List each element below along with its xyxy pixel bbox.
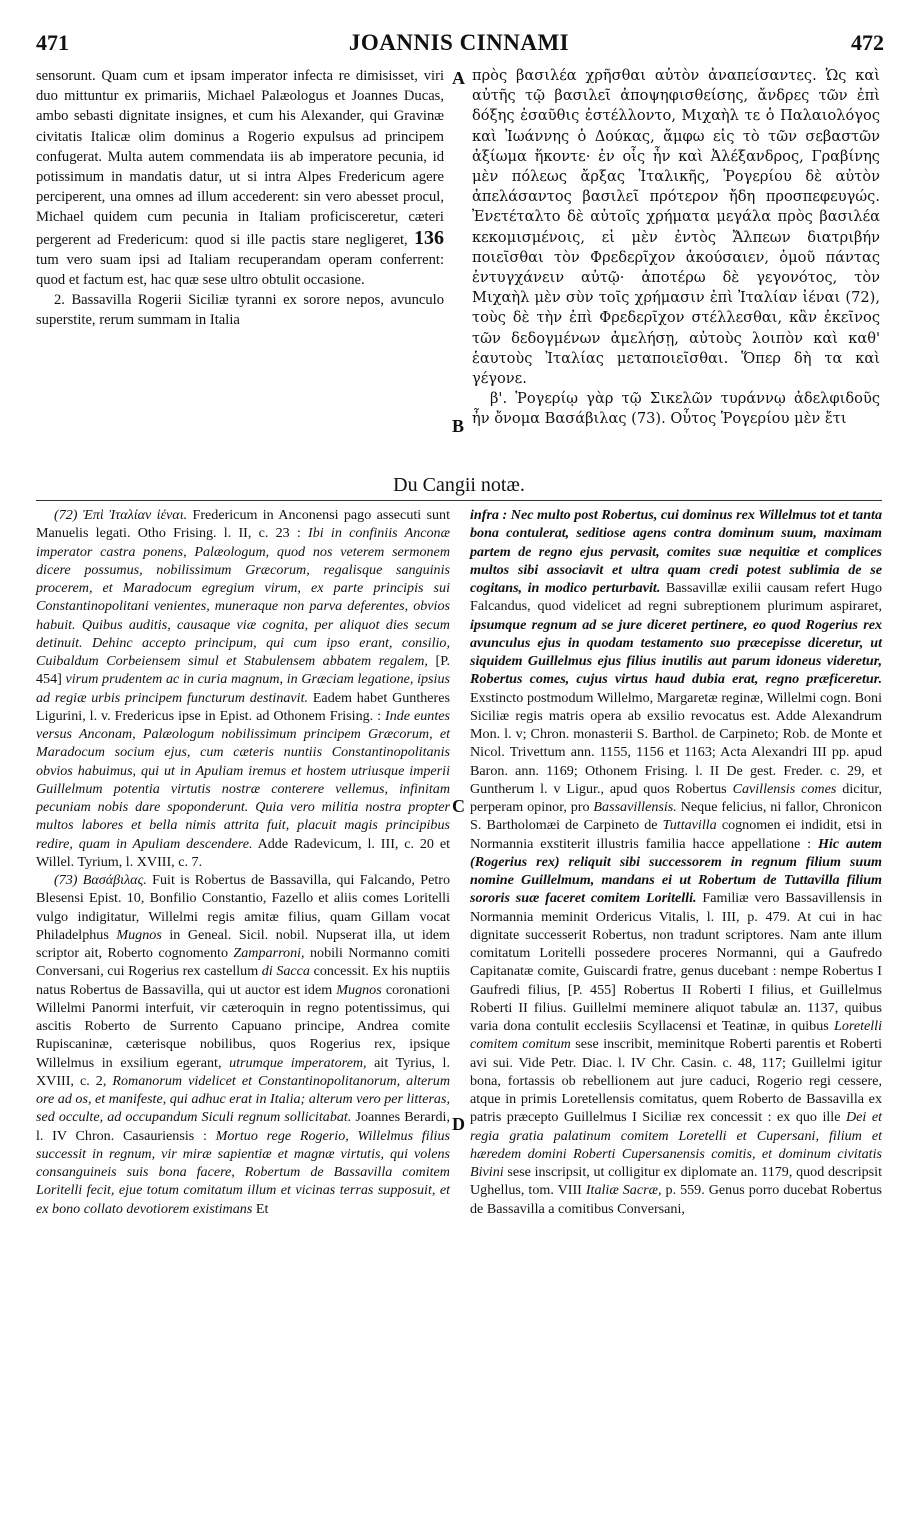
note-73-bassavillensis: Bassavillensis. <box>593 799 677 815</box>
note-73-quote-1: utrumque imperatorem, <box>229 1054 367 1071</box>
note-73-sacca: di Sacca <box>261 963 310 980</box>
note-73-text: Fuit is Robertus de Bassavilla, qui Falcando, Petro Blesensi Epist. 10, Bonfilio Constantio, Fazello et aliis comes Loritelli vulgo indigitatur, Willelmi regis amitæ filius, quam Gillam vocat Philadelphus <box>36 872 450 943</box>
latin-paragraph-1: sensorunt. Quam cum et ipsam imperator infecta re dimisisset, viri duo mittuntur ex primariis, Michael Palæologus et Joannes Ducas, ambo sebasti dignitate insignes, et cum his Alexander, qui Gravinæ civitatis Italicæ olim dominus a Rogerio expulsus ad principem confugerat. Multa autem commendata iis ab imperatore pecunia, id potissimum in mandatis datur, ut si intra Alpes Fredericum agere perciperent, una omnes ad illum accederent: sin vero abesset procul, Michael quidem cum pecunia in Italiam proficisceretur, cæteri pergerent ad Fredericum: quod si ille pactis stare negligeret, <box>36 68 444 248</box>
note-73-text-p: sese inscripsit, ut colligitur ex diplomate an. 1179, quod descripsit Ughellus, tom. VIII <box>470 1164 882 1199</box>
note-73-text-j: Exstincto postmodum Willelmo, Margaretæ reginæ, Willelmi cogn. Boni Siciliæ regis matris opera ab exsilio revocatus est. Adde Alexandrum Mon. l. v; Chron. monasterii S. Barthol. de Carpineto; Rob. de Monte et Nicol. Trivettum ann. 1155, 1156 et 1163; Acta Alexandri III pp. apud Baron. ann. 1169; Othonem Frising. l. II De gest. Freder. c. 29, et Guntherum l. v Ligur., apud quos Robertus <box>470 689 882 797</box>
margin-letter-a: A <box>452 68 465 88</box>
note-72-heading: (72) Ἐπὶ Ἰταλίαν ἰέναι. <box>54 507 188 523</box>
note-73-quote-7: Dei et regia gratia palatinum comitem Loretelli et Cupersani, filium et hæredem domini Roberti Cupersanensis comitis, et dominum civitatis Bivini <box>470 1109 882 1180</box>
note-73-mugnos-2: Mugnos <box>336 981 382 998</box>
note-73-text-e: coronationi Willelmi Panormi interfuit, vir cæteroquin in regno potentissimus, qui ascitis Roberto de Surrento Capuano principe, Andrea comite Rupiscaninæ, cæterisque nobilibus, quos Rogerius rex, ipsique Willelmus in exsilium egerant, <box>36 981 451 1071</box>
note-73-text-h: Et <box>255 1200 269 1217</box>
page-number-right: 472 <box>851 30 884 55</box>
note-73-quote-5: ipsumque regnum ad se jure diceret pertinere, eo quod Rogerius rex avunculus ejus in quodam testamento suo præcepisse diceretur, ut siquidem Guillelmus ejus filius inutilis aut parum idoneus videretur, Robertus comes, cujus virtus haud dubia erat, regno præficeretur. <box>470 616 882 688</box>
note-73-text-o: sese inscribit, meminitque Roberti parentis et Roberti avi sui. Vide Petr. Diac. l. IV Chr. Casin. c. 48, 117; Guillelmi igitur bona, fortassis ob rebellionem aut jure caduci, Rogerio regi cessere, atque in primis Loretellensis comitatus, quem Roberto de Bassavilla ex patris præcepto Guillelmus I Siciliæ rex concessit : ex quo ille <box>470 1036 882 1126</box>
greek-paragraph-2: β'. Ῥογερίῳ γὰρ τῷ Σικελῶν τυράννῳ ἀδελφιδοῦς ἦν ὄνομα Βασάβιλας (73). Οὗτος Ῥογερίου μὲν ἔτι <box>472 390 880 428</box>
note-72 <box>36 506 450 871</box>
margin-letter-b: B <box>452 416 465 436</box>
note-72-page-ref: [P. 454] <box>36 653 450 688</box>
page-number-left: 471 <box>36 30 69 55</box>
note-73-text-c: nobili Normanno comiti Conversani, cui Rogerius rex castellum <box>36 945 450 980</box>
note-73-quote-3: Mortuo rege Rogerio, Willelmus filius successit in regnum, vir miræ sapientiæ et magnæ virtutis, qui volens consanguineis suis bona facere, Robertum de Bassavilla comitem Loritelli fecit, ejue totum comitatum illum et vicinas terras supposuit, et ex bono collato devotiorem existimans <box>36 1127 450 1217</box>
note-73-text-m: cognomen ei indidit, etsi in Normannia exstiterit illustris familia hacce appellatione : <box>470 817 882 852</box>
margin-letter-d: D <box>452 1114 465 1134</box>
notes-right-column <box>470 506 882 1218</box>
note-72-quote-otho: Ibi in confiniis Anconæ imperator castra ponens, Palæologum, quod nos veterem sermonem dicere possumus, nobilissimum Græcorum, regalisque sanguinis procerem, et Maradocum egregium virum, ex parte principis sui Constantinopolitani venientes, muneraque non parva deferentes, obvios habuit. Quibus auditis, causaque viæ cognita, per aliquot dies secum detinuit. Dehinc accepto principum, qui cum ipso erant, consilio, Cuibaldum Corbeiensem simul et Stabulensem abbatem regalem, <box>36 525 450 669</box>
note-73-text-l: Neque felicius, ni fallor, Chronicon S. Bartholomæi de Carpineto de <box>470 799 882 834</box>
note-73-cavillensis: Cavillensis comes <box>732 780 837 797</box>
notes-divider <box>36 500 882 501</box>
page-header <box>0 30 918 60</box>
note-73-text-k: dicitur, perperam opinor, pro <box>470 780 883 815</box>
note-72-quote-frederic: Inde euntes versus Anconam, Palæologum nobilissimum principem Græcorum, et Maradocum socium ejus, cum cæteris nuntiis Constantinopolitanis obvios habuimus, qui ut in Apuliam iremus et hostem utriusque imperii Guillelmum potentia virtutis nostræ conterere vellemus, infinitam pecuniam nobis dare spoponderunt. Quia vero militia nostra propter multos labores et bella nimis attrita fuit, placuit magis principibus redire, quam in Apuliam descendere. <box>36 707 450 852</box>
greek-text-column <box>472 66 880 430</box>
note-73-tuttavilla: Tuttavilla <box>662 817 717 834</box>
note-73-text-f: ait Tyrius, l. XVIII, c. 2, <box>36 1054 450 1089</box>
note-73-quote-6: Hic autem (Rogerius rex) reliquit sibi successorem in regnum filium suum nomine Guillelmum, mandans ei ut Robertum de Tuttavilla filium sororis suæ faceret comitem Loritelli. <box>470 835 882 907</box>
note-73-mugnos: Mugnos <box>116 926 162 943</box>
latin-text-column <box>36 66 444 331</box>
latin-paragraph-1-end: tum vero suam ipsi ad Italiam recuperandam operam conferrent: quod et factum est, hac quæ sese ultro obtulit occasione. <box>36 251 444 289</box>
note-73-text-i: Bassavillæ exilii causam refert Hugo Falcandus, quod videlicet ad regni subreptionem plurimum aspiraret, <box>470 580 882 615</box>
note-73-zamparroni: Zamparroni, <box>233 945 305 961</box>
note-73-text-b: in Geneal. Sicil. nobil. Nupserat illa, ut idem scriptor ait, Roberto cognomento <box>36 926 451 961</box>
note-72-text-3: Adde Radevicum, l. III, c. 20 et Willel. Tyrium, l. XVIII, c. 7. <box>36 835 451 870</box>
margin-letter-c: C <box>452 796 465 816</box>
notes-left-column <box>36 506 450 1218</box>
running-title: JOANNIS CINNAMI <box>348 30 570 55</box>
note-73-quote-2: Romanorum videlicet et Constantinopolitanorum, alterum ore ad os, et manifeste, qui adhuc erat in Italia; alterum vero per litteras, sed occulte, ad occupandum Siculi regnum sollicitabat. <box>36 1072 451 1126</box>
note-73-text-g: Joannes Berardi, l. IV Chron. Casauriensis : <box>36 1109 450 1144</box>
greek-paragraph-1: πρὸς βασιλέα χρῆσθαι αὐτὸν ἀναπείσαντες. Ὡς καὶ αὐτῆς τῷ βασιλεῖ ἀποψηφισθείσης, ἄνδρες τῶν ἐπὶ δόξης ἐσαῦθις ἐστέλλοντο, Μιχαὴλ τε ὁ Παλαιολόγος καὶ Ἰωάννης ὁ Δούκας, ἄμφω εἰς τὸ τῶν σεβαστῶν ἀξίωμα ἥκοντε· ἐν οἷς ἦν καὶ Ἀλέξανδρος, Γραβίνης μὲν πόλεως ἄρξας Ἰταλικῆς, Ῥογερίου δὲ αὐτὸν ἀπελάσαντος βασιλεῖ πρότερον ἤδη προσπεφευγώς. Ἐνετέταλτο δὲ αὐτοῖς χρήματα μεγάλα πρὸς βασιλέα κεκομισμένοις, εἰ μὲν ἐντὸς Ἄλπεων διατριβήν ποιεῖσθαι τὸν Φρεδερῖχον ἀκούσαιεν, ὁμοῦ πάντας ἐντυγχάνειν αὐτῷ· ἀποτέρω δὲ γεγονότος, τὸν Μιχαὴλ μὲν σὺν τοῖς χρήμασιν ἐπὶ Ἰταλίαν ἰέναι (72), τοὺς δὲ τὴν ἐπὶ Φρεδερῖχον στέλλεσθαι, κἂν ἐκεῖνος τῶν δεδογμένων ἀμελήσῃ, αὐτοὺς λοιπὸν καὶ καθ' ἑαυτοὺς Ἰταλίας μεταποιεῖσθαι. Ὅπερ δὴ τα καὶ γέγονε. <box>472 67 880 388</box>
note-73-continued <box>470 506 882 1218</box>
note-73-italia-sacra: Italiæ Sacræ, <box>585 1182 662 1199</box>
note-73-text-n: Familiæ vero Bassavillensis in Normannia meminit Ordericus Vitalis, l. III, p. 479. At cui in hac dignitate successerit Robertus, non tradunt scriptores. Nam ante illum comitatum Loritelli possedere proceres Normanni, qui a Gaufredo Capitanatæ comite, Guiscardi fratre, genus ducebant : nempe Robertus I Gaufredi filius, [P. 455] Robertus II Roberti I filius, et Guillelmus Roberti II filius. Guillelmi meminere aliquot tabulæ an. 1137, quibus varia dona contulit ecclesiis Scyllacensi et Teatinæ, in quibus <box>470 890 882 1034</box>
margin-chapter-number: 136 <box>414 226 444 249</box>
note-73-quote-4: infra : Nec multo post Robertus, cui dominus rex Willelmus tot et tanta bona contulerat, seditiose agens contra dominum suum, maximam partem de regno ejus pervasit, comites suæ nequitiæ et complices multos sibi associavit et ultra quam credi potest sublimia de se cogitans, in modico perturbavit. <box>470 507 882 596</box>
note-73-heading: (73) Βασάβιλας. <box>54 872 147 888</box>
note-72-text-2: Eadem habet Guntheres Ligurini, l. v. Fredericus ipse in Epist. ad Othonem Frising. : <box>36 689 450 724</box>
latin-paragraph-2: 2. Bassavilla Rogerii Siciliæ tyranni ex sorore nepos, avunculo superstite, rerum summam in Italia <box>36 292 444 329</box>
note-72-text: Fredericum in Anconensi pago assecuti sunt Manuelis legati. Otho Frising. l. II, c. 23 : <box>36 507 451 542</box>
note-73-loretelli: Loretelli comitem comitum <box>470 1018 883 1053</box>
note-73-text-q: p. 559. Genus porro ducebat Robertus de Bassavilla a comitibus Conversani, <box>470 1182 882 1217</box>
notes-section-title: Du Cangii notæ. <box>393 474 525 496</box>
note-72-quote-otho-end: virum prudentem ac in curia magnum, in Græciam legatione, ipsius ad regiæ urbis principem functurum destinavit. <box>36 671 450 706</box>
note-73-text-d: concessit. Ex his nuptiis natus Robertus de Bassavilla, qui ut auctor est idem <box>36 963 451 998</box>
note-73 <box>36 871 450 1218</box>
